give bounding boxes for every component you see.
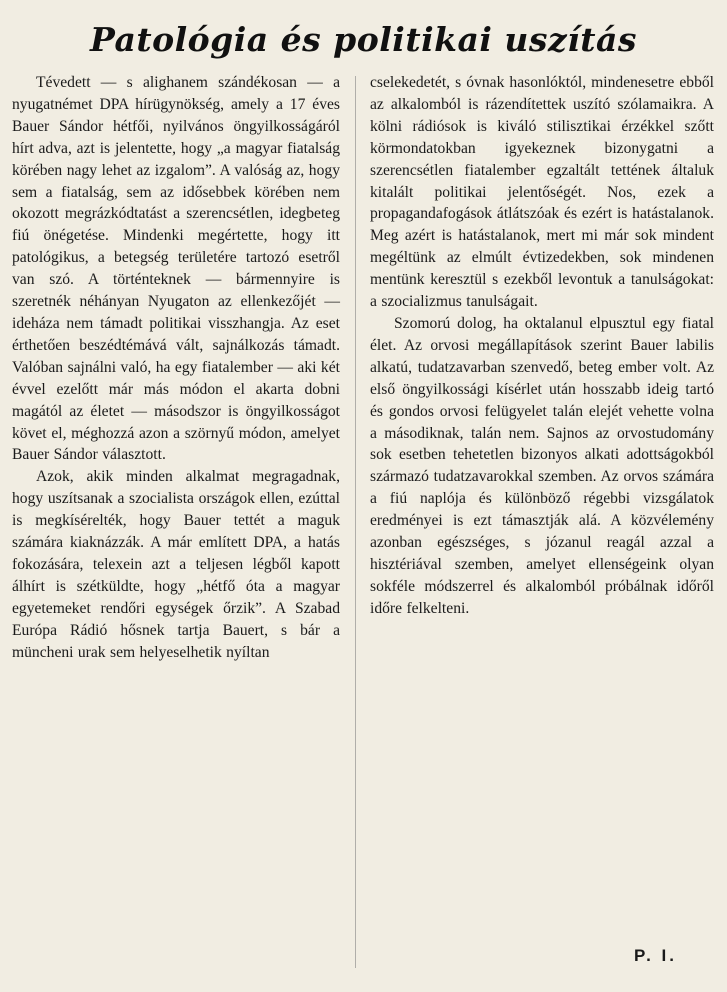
article-right-column: [370, 72, 714, 620]
article-paragraph: Azok, akik minden alkalmat megragadnak, hogy uszítsanak a szocialista országok ellen, ezúttal is megkísérelték, hogy Bauer tettét a maguk számára kiaknázzák. A már említett DPA, a hatás fokozására, telexein azt a teljesen légből kapott álhírt is szétküldte, hogy „hétfő óta a magyar egyetemeket rendőri egységek őrzik”. A Szabad Európa Rádió hősnek tartja Bauert, s bár a müncheni urak sem helyeselhetik nyíltan: [12, 468, 340, 661]
article-paragraph: Tévedett — s alighanem szándékosan — a nyugatnémet DPA hírügynökség, amely a 17 éves Bauer Sándor hétfői, nyilvános öngyilkosságáról hírt adva, azt is jelentette, hogy „a magyar fiatalság körében nagy lehet az izgalom”. A valóság az, hogy sem a fiatalság, sem az idősebbek körében nem okozott megrázkódtatást a szerencsétlen, idegbeteg fiú önégetése. Mindenki megértette, hogy itt patológikus, a betegség területére tartozó esetről van szó. A történteknek — bármennyire is szeretnék néhányan Nyugaton az ellenkezőjét — ideháza nem támadt politikai visszhangja. Az eset érthetően beszédtémává vált, sajnálkozás támadt. Valóban sajnálni való, ha egy fiatalember — aki két évvel ezelőtt már más módon el akarta dobni magától az életet — másodszor is öngyilkosságot követ el, méghozzá azon a szörnyű módon, amelyet Bauer Sándor választott.: [12, 74, 340, 464]
author-signature: P. I.: [633, 946, 677, 965]
article-left-column: [12, 72, 340, 663]
article-paragraph-continuation: cselekedetét, s óvnak hasonlóktól, mindenesetre ebből az alkalomból is rázendítettek uszító szólamaikra. A kölni rádiósok is kiváló stilisztikai érzékkel szőtt körmondatokban igyekeznek bizonygatni a szerencsétlen fiatalember egzaltált tettének általuk kitalált politikai jelentőségét. Nos, ezek a propagandafogások átlátszóak és ezért is hatástalanok. Meg azért is hatástalanok, mert mi már sok mindent megéltünk az elmúlt évtizedekben, sok mindenen mentünk keresztül s ezekből levontuk a tanulságokat: a szocializmus tanulságait.: [370, 74, 714, 311]
column-divider: [355, 76, 356, 968]
article-paragraph: Szomorú dolog, ha oktalanul elpusztul egy fiatal élet. Az orvosi megállapítások szerint Bauer labilis alkatú, tudatzavarban szenvedő, beteg ember volt. Az első öngyilkossági kísérlet után hosszabb ideig tartó és gondos orvosi felügyelet talán elejét vehette volna a másodiknak, talán nem. Sajnos az orvostudomány sok esetben tehetetlen bizonyos alkati adottságokból származó tudatzavarokkal szemben. Az orvos számára a fiú naplója és különböző régebbi vizsgálatok eredményei is ezt támasztják alá. A közvélemény azonban egészséges, s józanul reagál azzal a hisztériával szemben, amelyet ellenségeink olyan sokféle módszerrel és alkalomból próbálnak időről időre felkelteni.: [370, 314, 714, 617]
article-title: Patológia és politikai uszítás: [90, 20, 637, 59]
